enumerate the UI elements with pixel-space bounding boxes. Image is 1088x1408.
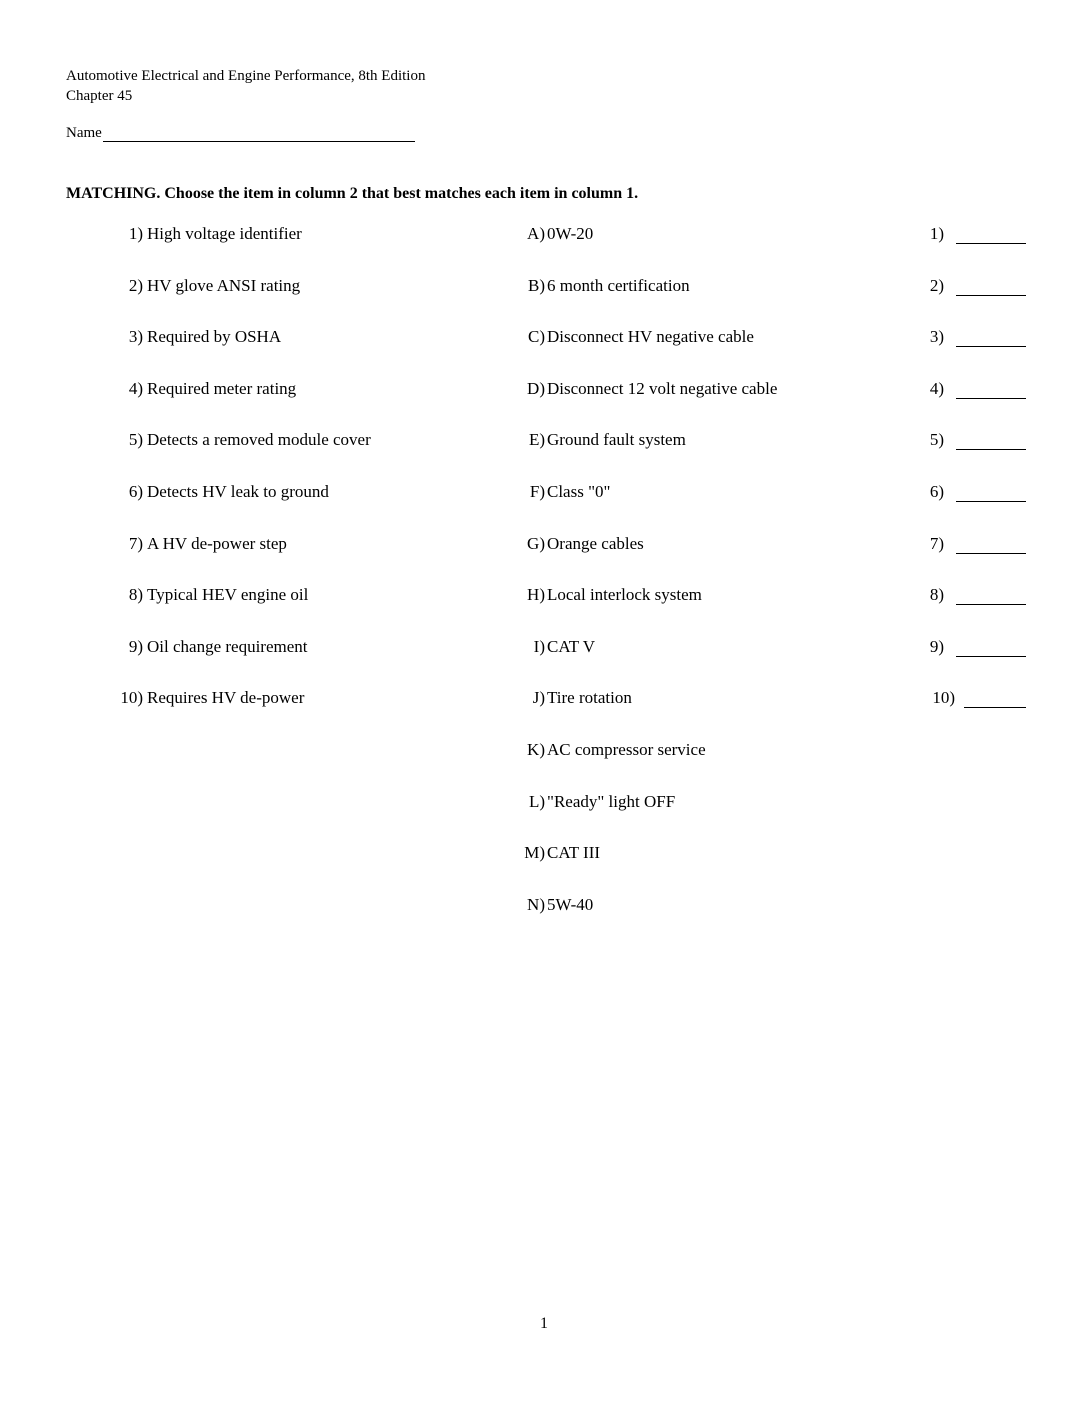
chapter-label: Chapter 45 <box>66 88 133 104</box>
column1-item-text: A HV de-power step <box>147 534 287 553</box>
matching-row <box>0 276 1088 298</box>
column2-item-letter: B) <box>528 276 545 295</box>
column2-item-letter: J) <box>532 688 545 707</box>
answer-blank[interactable] <box>956 295 1026 296</box>
answer-blank-number: 3) <box>929 327 944 346</box>
column2-item-text: "Ready" light OFF <box>547 792 676 811</box>
column2-item-text: Orange cables <box>547 534 644 553</box>
matching-row <box>0 843 1088 865</box>
answer-blank[interactable] <box>956 501 1026 502</box>
answer-blank[interactable] <box>956 398 1026 399</box>
name-row <box>66 124 415 142</box>
answer-blank[interactable] <box>956 346 1026 347</box>
column2-item-text: AC compressor service <box>547 740 706 759</box>
matching-row <box>0 688 1088 710</box>
matching-row <box>0 740 1088 762</box>
column2-item-text: CAT V <box>547 637 596 656</box>
answer-blank-number: 10) <box>932 688 955 707</box>
column2-item-text: 0W-20 <box>547 224 594 243</box>
name-field[interactable] <box>103 124 415 142</box>
answer-blank-number: 9) <box>929 637 944 656</box>
column1-item-number: 3) <box>128 327 143 346</box>
column1-item-number: 10) <box>120 688 143 707</box>
column2-item-text: Local interlock system <box>547 585 702 604</box>
column2-item-text: 5W-40 <box>547 895 594 914</box>
matching-row <box>0 482 1088 504</box>
column1-item-text: Detects a removed module cover <box>147 430 371 449</box>
column1-item-number: 8) <box>128 585 143 604</box>
matching-row <box>0 637 1088 659</box>
column1-item-number: 2) <box>128 276 143 295</box>
answer-blank-number: 6) <box>929 482 944 501</box>
answer-blank-number: 8) <box>929 585 944 604</box>
matching-row <box>0 327 1088 349</box>
answer-blank[interactable] <box>964 707 1026 708</box>
answer-blank[interactable] <box>956 604 1026 605</box>
column1-item-text: Oil change requirement <box>147 637 308 656</box>
column1-item-text: High voltage identifier <box>147 224 302 243</box>
column2-item-text: Disconnect HV negative cable <box>547 327 754 346</box>
column1-item-text: Required by OSHA <box>147 327 282 346</box>
column1-item-text: Requires HV de-power <box>147 688 305 707</box>
answer-blank[interactable] <box>956 243 1026 244</box>
matching-row <box>0 792 1088 814</box>
column1-item-text: Required meter rating <box>147 379 297 398</box>
document-title: Automotive Electrical and Engine Performance, 8th Edition <box>66 68 426 84</box>
column2-item-text: Tire rotation <box>547 688 632 707</box>
matching-row <box>0 534 1088 556</box>
column2-item-letter: C) <box>528 327 545 346</box>
column2-item-text: Ground fault system <box>547 430 686 449</box>
column2-item-text: Disconnect 12 volt negative cable <box>547 379 778 398</box>
column2-item-letter: H) <box>527 585 545 604</box>
column1-item-number: 5) <box>128 430 143 449</box>
column2-item-letter: F) <box>529 482 545 501</box>
column2-item-letter: L) <box>528 792 545 811</box>
answer-blank[interactable] <box>956 449 1026 450</box>
answer-blank-number: 7) <box>929 534 944 553</box>
column2-item-letter: K) <box>527 740 545 759</box>
matching-instructions: MATCHING. Choose the item in column 2 that best matches each item in column 1. <box>66 185 639 202</box>
matching-row <box>0 430 1088 452</box>
answer-blank-number: 1) <box>929 224 944 243</box>
column2-item-letter: E) <box>528 430 545 449</box>
name-label: Name <box>66 125 102 141</box>
column2-item-letter: D) <box>527 379 545 398</box>
matching-row <box>0 895 1088 917</box>
answer-blank-number: 4) <box>929 379 944 398</box>
column1-item-number: 4) <box>128 379 143 398</box>
column2-item-letter: M) <box>524 843 545 862</box>
column1-item-number: 9) <box>128 637 143 656</box>
answer-blank[interactable] <box>956 656 1026 657</box>
column1-item-text: HV glove ANSI rating <box>147 276 301 295</box>
column2-item-text: 6 month certification <box>547 276 690 295</box>
column1-item-text: Typical HEV engine oil <box>147 585 309 604</box>
column1-item-number: 7) <box>128 534 143 553</box>
column2-item-text: CAT III <box>547 843 601 862</box>
matching-row <box>0 224 1088 246</box>
page-number: 1 <box>540 1315 548 1332</box>
column1-item-number: 6) <box>128 482 143 501</box>
matching-row <box>0 379 1088 401</box>
column1-item-number: 1) <box>128 224 143 243</box>
answer-blank-number: 2) <box>929 276 944 295</box>
column2-item-letter: G) <box>527 534 545 553</box>
matching-row <box>0 585 1088 607</box>
column2-item-text: Class "0" <box>547 482 611 501</box>
answer-blank-number: 5) <box>929 430 944 449</box>
answer-blank[interactable] <box>956 553 1026 554</box>
column2-item-letter: A) <box>527 224 545 243</box>
column2-item-letter: I) <box>533 637 545 656</box>
column2-item-letter: N) <box>527 895 545 914</box>
column1-item-text: Detects HV leak to ground <box>147 482 329 501</box>
